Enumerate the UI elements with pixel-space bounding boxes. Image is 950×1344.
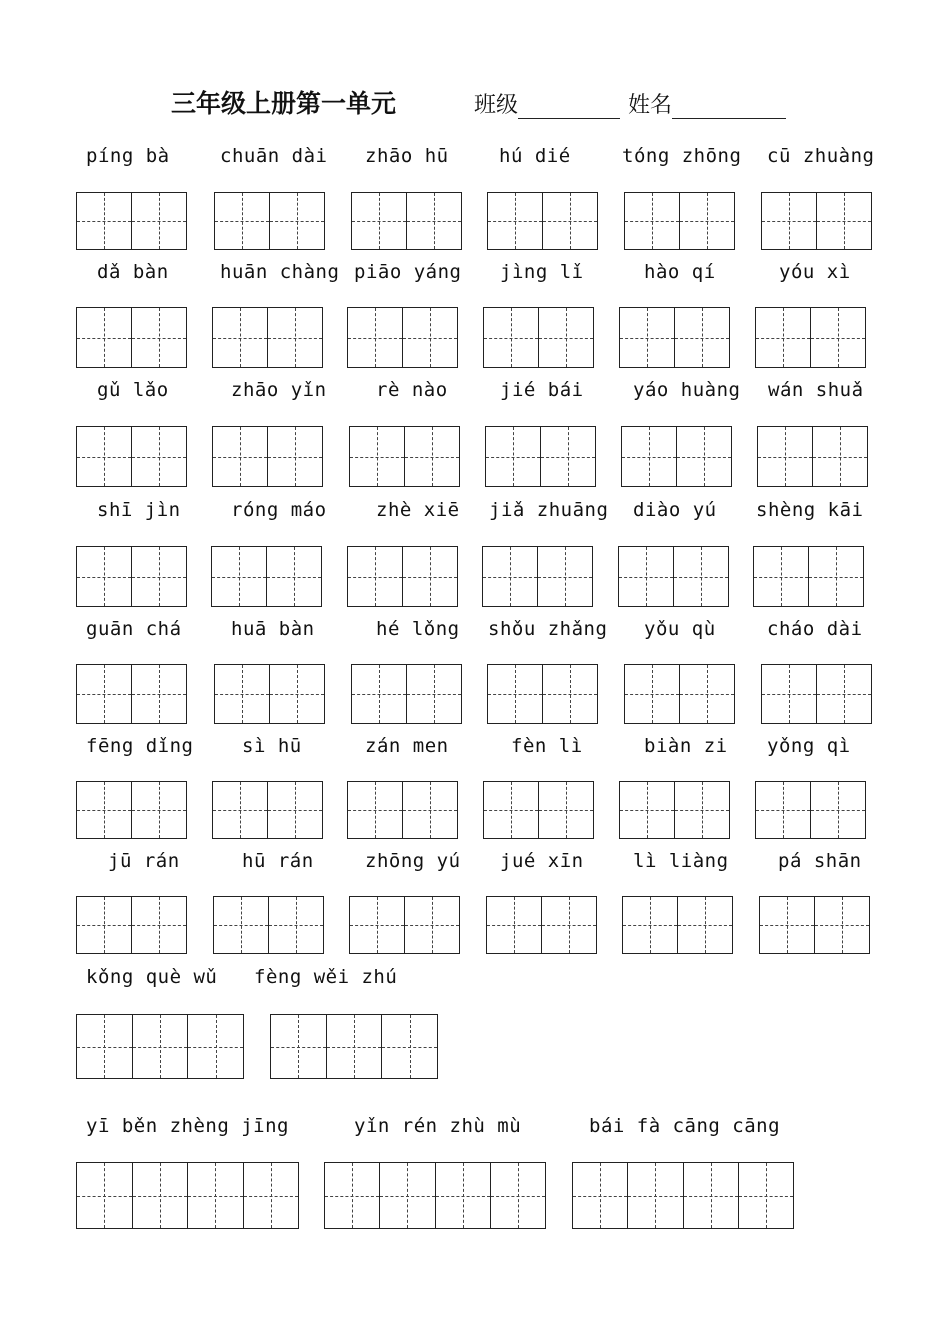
pinyin-label: cū zhuàng xyxy=(767,145,875,167)
pinyin-label: yáo huàng xyxy=(633,379,741,401)
two-char-grid[interactable] xyxy=(214,192,325,250)
pinyin-label: kǒng què wǔ xyxy=(86,966,218,988)
writing-cell[interactable] xyxy=(625,193,680,249)
two-char-grid[interactable] xyxy=(619,781,730,839)
writing-cell[interactable] xyxy=(348,782,403,838)
pinyin-label: huān chàng xyxy=(220,261,340,283)
pinyin-label: píng bà xyxy=(86,145,170,167)
writing-cell[interactable] xyxy=(758,427,813,486)
two-char-grid[interactable] xyxy=(753,546,864,607)
pinyin-label: jiǎ zhuāng xyxy=(489,499,609,521)
three-char-grid[interactable] xyxy=(270,1014,438,1079)
writing-cell[interactable] xyxy=(77,1163,133,1228)
writing-cell[interactable] xyxy=(620,308,675,367)
writing-cell[interactable] xyxy=(77,1015,133,1078)
two-char-grid[interactable] xyxy=(487,192,598,250)
writing-cell[interactable] xyxy=(188,1163,244,1228)
two-char-grid[interactable] xyxy=(761,664,872,724)
pinyin-label: jū rán xyxy=(108,850,180,872)
pinyin-label: zán men xyxy=(365,735,449,757)
writing-cell[interactable] xyxy=(483,547,538,606)
pinyin-label: yóu xì xyxy=(779,261,851,283)
two-char-grid[interactable] xyxy=(212,426,323,487)
two-char-grid[interactable] xyxy=(619,307,730,368)
writing-cell[interactable] xyxy=(623,897,678,953)
writing-cell[interactable] xyxy=(538,547,592,606)
pinyin-label: sì hū xyxy=(242,735,302,757)
two-char-grid[interactable] xyxy=(76,546,187,607)
name-field[interactable] xyxy=(628,88,786,119)
pinyin-label: guān chá xyxy=(86,618,182,640)
writing-cell[interactable] xyxy=(674,547,728,606)
writing-cell[interactable] xyxy=(350,897,405,953)
writing-cell[interactable] xyxy=(756,308,811,367)
writing-cell[interactable] xyxy=(267,547,321,606)
writing-cell[interactable] xyxy=(817,193,871,249)
writing-cell[interactable] xyxy=(622,427,677,486)
two-char-grid[interactable] xyxy=(76,896,187,954)
writing-cell[interactable] xyxy=(268,782,322,838)
writing-cell[interactable] xyxy=(214,897,269,953)
writing-cell[interactable] xyxy=(680,665,734,723)
two-char-grid[interactable] xyxy=(76,307,187,368)
writing-cell[interactable] xyxy=(491,1163,545,1228)
two-char-grid[interactable] xyxy=(347,307,458,368)
writing-cell[interactable] xyxy=(132,782,186,838)
writing-cell[interactable] xyxy=(488,665,543,723)
writing-cell[interactable] xyxy=(403,782,457,838)
two-char-grid[interactable] xyxy=(761,192,872,250)
pinyin-label: biàn zi xyxy=(644,735,728,757)
writing-cell[interactable] xyxy=(539,308,593,367)
pinyin-label: huā bàn xyxy=(231,618,315,640)
writing-cell[interactable] xyxy=(77,547,132,606)
two-char-grid[interactable] xyxy=(213,896,324,954)
two-char-grid[interactable] xyxy=(483,307,594,368)
writing-cell[interactable] xyxy=(212,547,267,606)
two-char-grid[interactable] xyxy=(214,664,325,724)
writing-cell[interactable] xyxy=(215,665,270,723)
writing-cell[interactable] xyxy=(573,1163,628,1228)
pinyin-label: rè nào xyxy=(376,379,448,401)
two-char-grid[interactable] xyxy=(485,426,596,487)
writing-cell[interactable] xyxy=(403,547,457,606)
writing-cell[interactable] xyxy=(680,193,734,249)
pinyin-label: piāo yáng xyxy=(354,261,462,283)
class-blank[interactable] xyxy=(518,94,620,119)
writing-cell[interactable] xyxy=(213,782,268,838)
writing-cell[interactable] xyxy=(484,308,539,367)
writing-cell[interactable] xyxy=(625,665,680,723)
pinyin-label: dǎ bàn xyxy=(97,261,169,283)
writing-cell[interactable] xyxy=(244,1163,299,1228)
pinyin-label: pá shān xyxy=(778,850,862,872)
two-char-grid[interactable] xyxy=(349,426,460,487)
writing-cell[interactable] xyxy=(813,427,867,486)
two-char-grid[interactable] xyxy=(483,781,594,839)
writing-cell[interactable] xyxy=(407,193,461,249)
writing-cell[interactable] xyxy=(327,1015,383,1078)
writing-cell[interactable] xyxy=(270,665,324,723)
pinyin-label: zhè xiē xyxy=(376,499,460,521)
writing-cell[interactable] xyxy=(543,193,597,249)
writing-cell[interactable] xyxy=(271,1015,327,1078)
writing-cell[interactable] xyxy=(620,782,675,838)
writing-cell[interactable] xyxy=(756,782,811,838)
writing-cell[interactable] xyxy=(628,1163,683,1228)
name-label: 姓名 xyxy=(628,93,673,118)
two-char-grid[interactable] xyxy=(622,896,733,954)
writing-cell[interactable] xyxy=(132,427,186,486)
writing-cell[interactable] xyxy=(188,1015,243,1078)
writing-cell[interactable] xyxy=(811,308,865,367)
writing-cell[interactable] xyxy=(754,547,809,606)
writing-cell[interactable] xyxy=(539,782,593,838)
pinyin-label: bái fà cāng cāng xyxy=(589,1115,781,1137)
pinyin-label: cháo dài xyxy=(767,618,863,640)
writing-cell[interactable] xyxy=(348,308,403,367)
pinyin-label: hé lǒng xyxy=(376,618,460,640)
writing-cell[interactable] xyxy=(77,427,132,486)
pinyin-label: gǔ lǎo xyxy=(97,379,169,401)
writing-cell[interactable] xyxy=(350,427,405,486)
pinyin-label: shī jìn xyxy=(97,499,181,521)
writing-cell[interactable] xyxy=(77,782,132,838)
pinyin-label: wán shuǎ xyxy=(768,379,864,401)
writing-cell[interactable] xyxy=(405,897,459,953)
pinyin-label: yǒu qù xyxy=(644,618,716,640)
two-char-grid[interactable] xyxy=(624,192,735,250)
pinyin-label: jué xīn xyxy=(500,850,584,872)
three-char-grid[interactable] xyxy=(76,1014,244,1079)
writing-cell[interactable] xyxy=(811,782,865,838)
class-field[interactable] xyxy=(474,88,620,119)
writing-cell[interactable] xyxy=(543,665,597,723)
writing-cell[interactable] xyxy=(352,665,407,723)
writing-cell[interactable] xyxy=(213,427,268,486)
four-char-grid[interactable] xyxy=(76,1162,299,1229)
writing-cell[interactable] xyxy=(675,782,729,838)
writing-cell[interactable] xyxy=(132,547,186,606)
pinyin-label: shèng kāi xyxy=(756,499,864,521)
writing-cell[interactable] xyxy=(133,1015,189,1078)
writing-cell[interactable] xyxy=(760,897,815,953)
writing-cell[interactable] xyxy=(407,665,461,723)
two-char-grid[interactable] xyxy=(347,546,458,607)
two-char-grid[interactable] xyxy=(349,896,460,954)
writing-cell[interactable] xyxy=(268,308,322,367)
class-label: 班级 xyxy=(474,93,519,118)
two-char-grid[interactable] xyxy=(76,664,187,724)
two-char-grid[interactable] xyxy=(212,781,323,839)
two-char-grid[interactable] xyxy=(482,546,593,607)
pinyin-label: yǒng qì xyxy=(767,735,851,757)
pinyin-label: zhāo hū xyxy=(365,145,449,167)
two-char-grid[interactable] xyxy=(351,664,462,724)
writing-cell[interactable] xyxy=(270,193,324,249)
writing-cell[interactable] xyxy=(488,193,543,249)
writing-cell[interactable] xyxy=(132,897,186,953)
writing-cell[interactable] xyxy=(762,193,817,249)
writing-cell[interactable] xyxy=(619,547,674,606)
writing-cell[interactable] xyxy=(817,665,871,723)
two-char-grid[interactable] xyxy=(351,192,462,250)
writing-cell[interactable] xyxy=(77,665,132,723)
two-char-grid[interactable] xyxy=(621,426,732,487)
writing-cell[interactable] xyxy=(77,308,132,367)
pinyin-label: róng máo xyxy=(231,499,327,521)
writing-cell[interactable] xyxy=(487,897,542,953)
two-char-grid[interactable] xyxy=(76,426,187,487)
pinyin-label: jié bái xyxy=(500,379,584,401)
pinyin-label: hū rán xyxy=(242,850,314,872)
writing-cell[interactable] xyxy=(268,427,322,486)
writing-cell[interactable] xyxy=(132,193,186,249)
pinyin-label: shǒu zhǎng xyxy=(488,618,608,640)
writing-cell[interactable] xyxy=(77,193,132,249)
writing-cell[interactable] xyxy=(677,427,731,486)
writing-cell[interactable] xyxy=(325,1163,380,1228)
two-char-grid[interactable] xyxy=(624,664,735,724)
pinyin-label: jìng lǐ xyxy=(500,261,584,283)
worksheet-title: 三年级上册第一单元 xyxy=(171,89,397,118)
writing-cell[interactable] xyxy=(675,308,729,367)
writing-cell[interactable] xyxy=(380,1163,435,1228)
two-char-grid[interactable] xyxy=(211,546,322,607)
two-char-grid[interactable] xyxy=(76,192,187,250)
writing-cell[interactable] xyxy=(809,547,863,606)
writing-cell[interactable] xyxy=(382,1015,437,1078)
writing-cell[interactable] xyxy=(739,1163,793,1228)
two-char-grid[interactable] xyxy=(755,307,866,368)
writing-cell[interactable] xyxy=(405,427,459,486)
pinyin-label: yī běn zhèng jīng xyxy=(86,1115,289,1137)
writing-cell[interactable] xyxy=(762,665,817,723)
writing-cell[interactable] xyxy=(486,427,541,486)
two-char-grid[interactable] xyxy=(759,896,870,954)
writing-cell[interactable] xyxy=(484,782,539,838)
two-char-grid[interactable] xyxy=(347,781,458,839)
four-char-grid[interactable] xyxy=(572,1162,794,1229)
writing-cell[interactable] xyxy=(215,193,270,249)
writing-cell[interactable] xyxy=(542,897,596,953)
pinyin-label: hú dié xyxy=(499,145,571,167)
pinyin-label: tóng zhōng xyxy=(622,145,742,167)
two-char-grid[interactable] xyxy=(618,546,729,607)
two-char-grid[interactable] xyxy=(487,664,598,724)
writing-cell[interactable] xyxy=(815,897,869,953)
writing-cell[interactable] xyxy=(348,547,403,606)
writing-cell[interactable] xyxy=(213,308,268,367)
pinyin-label: chuān dài xyxy=(220,145,328,167)
four-char-grid[interactable] xyxy=(324,1162,546,1229)
pinyin-label: fèn lì xyxy=(511,735,583,757)
name-blank[interactable] xyxy=(672,94,786,119)
two-char-grid[interactable] xyxy=(755,781,866,839)
pinyin-label: lì liàng xyxy=(633,850,729,872)
two-char-grid[interactable] xyxy=(76,781,187,839)
pinyin-label: fèng wěi zhú xyxy=(254,966,398,988)
writing-cell[interactable] xyxy=(269,897,323,953)
pinyin-label: hào qí xyxy=(644,261,716,283)
two-char-grid[interactable] xyxy=(757,426,868,487)
writing-cell[interactable] xyxy=(436,1163,491,1228)
pinyin-label: diào yú xyxy=(633,499,717,521)
two-char-grid[interactable] xyxy=(486,896,597,954)
writing-cell[interactable] xyxy=(77,897,132,953)
pinyin-label: fēng dǐng xyxy=(86,735,194,757)
writing-cell[interactable] xyxy=(352,193,407,249)
writing-cell[interactable] xyxy=(684,1163,739,1228)
writing-cell[interactable] xyxy=(541,427,595,486)
writing-cell[interactable] xyxy=(678,897,732,953)
pinyin-label: yǐn rén zhù mù xyxy=(354,1115,522,1137)
writing-cell[interactable] xyxy=(132,308,186,367)
two-char-grid[interactable] xyxy=(212,307,323,368)
writing-cell[interactable] xyxy=(132,665,186,723)
writing-cell[interactable] xyxy=(133,1163,189,1228)
pinyin-label: zhāo yǐn xyxy=(231,379,327,401)
pinyin-label: zhōng yú xyxy=(365,850,461,872)
writing-cell[interactable] xyxy=(403,308,457,367)
